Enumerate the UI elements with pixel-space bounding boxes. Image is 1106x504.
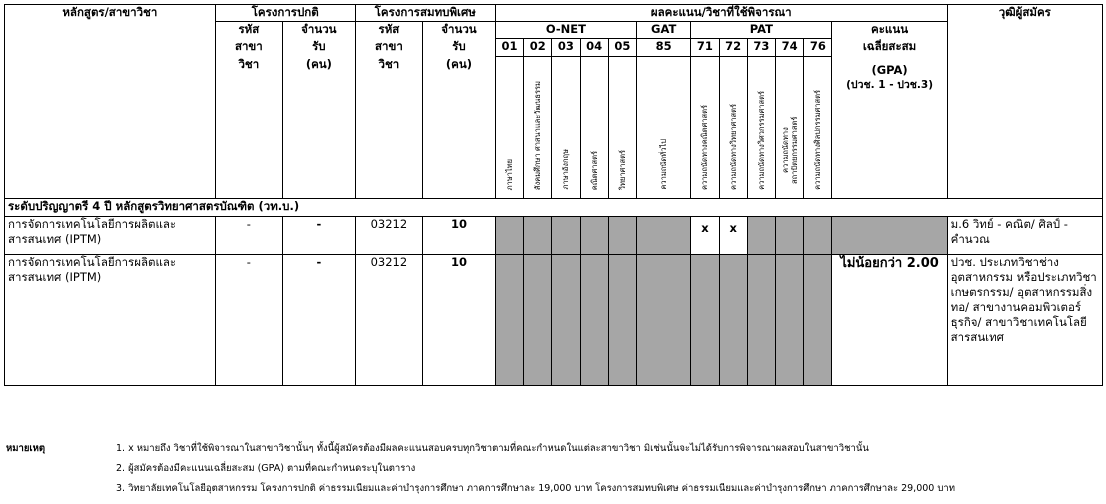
score-cell	[637, 217, 691, 255]
subject-cell	[495, 57, 523, 199]
subject-code: 04	[580, 39, 608, 57]
subject-cell	[552, 57, 580, 199]
subject-cell	[580, 57, 608, 199]
subject-name: ความถนัดทางคณิตศาสตร์	[700, 104, 710, 190]
code-label-l3: วิชา	[215, 57, 282, 199]
score-cell	[691, 255, 719, 386]
score-cell	[804, 255, 832, 386]
subject-code: 02	[524, 39, 552, 57]
subject-code: 71	[691, 39, 719, 57]
count-sp-label-l1: จำนวน	[423, 22, 496, 39]
count-sp-label-l2: รับ	[423, 39, 496, 57]
score-cell	[580, 217, 608, 255]
code-value: -	[215, 217, 282, 255]
score-cell	[524, 255, 552, 386]
subject-cell	[719, 57, 747, 199]
score-cell	[747, 255, 775, 386]
subject-name: ความถนัดทั่วไป	[659, 139, 669, 190]
count-sp-label-l3: (คน)	[423, 57, 496, 199]
code-sp-value: 03212	[355, 255, 422, 386]
count-value: -	[283, 217, 356, 255]
remark-item: 1. x หมายถึง วิชาที่ใช้พิจารณาในสาขาวิชานั้นๆ ทั้งนี้ผู้สมัครต้องมีผลคะแนนสอบครบทุกวิชาตามที่คณะกำหนดในแต่ละสาขาวิชา มิเช่นนั้นจะไม่ได้รับการพิจารณาผลสอบในสาขาวิชานั้น	[116, 443, 869, 454]
code-label-l1: รหัส	[215, 22, 282, 39]
subject-name: ความถนัดทางศิลปกรรมศาสตร์	[813, 90, 823, 190]
code-sp-label-l3: วิชา	[355, 57, 422, 199]
gpa-cell	[832, 217, 947, 255]
gpa-label-l1: คะแนน	[832, 22, 947, 39]
count-sp-value: 10	[423, 255, 496, 386]
gpa-label-l2: เฉลี่ยสะสม	[832, 39, 947, 57]
subject-code: 73	[747, 39, 775, 57]
subject-code: 76	[804, 39, 832, 57]
remark-item: 2. ผู้สมัครต้องมีคะแนนเฉลี่ยสะสม (GPA) ตามที่คณะกำหนดระบุในตาราง	[116, 463, 416, 474]
header-qualification: วุฒิผู้สมัคร	[947, 5, 1102, 199]
score-cell	[524, 217, 552, 255]
remark-item: 3. วิทยาลัยเทคโนโลยีอุตสาหกรรม โครงการปกติ ค่าธรรมเนียมและค่าบำรุงการศึกษา ภาคการศึกษาละ 19,000 บาท โครงการสมทบพิเศษ ค่าธรรมเนียมและค่าบำรุงการศึกษา ภาคการศึกษาละ 29,000 บาท	[116, 483, 955, 494]
subject-code: 85	[637, 39, 691, 57]
score-cell	[608, 255, 636, 386]
subject-cell	[637, 57, 691, 199]
header-scores: ผลคะแนน/วิชาที่ใช้พิจารณา	[495, 5, 947, 22]
subject-name: ความถนัดทางวิศวกรรมศาสตร์	[756, 91, 766, 190]
count-sp-value: 10	[423, 217, 496, 255]
subject-cell	[804, 57, 832, 199]
subject-name: ความถนัดทางสถาปัตยกรรมศาสตร์	[780, 116, 799, 184]
subject-name: คณิตศาสตร์	[589, 150, 599, 190]
gpa-label-line4: (ปวช. 1 - ปวช.3)	[846, 78, 933, 91]
count-label-l3: (คน)	[283, 57, 356, 199]
subject-name: วิทยาศาสตร์	[617, 149, 627, 190]
gat-header: GAT	[637, 22, 691, 39]
mark-71: x	[691, 217, 719, 255]
subject-cell	[524, 57, 552, 199]
subject-cell	[747, 57, 775, 199]
code-label-l2: สาขา	[215, 39, 282, 57]
header-regular: โครงการปกติ	[215, 5, 355, 22]
header-special: โครงการสมทบพิเศษ	[355, 5, 495, 22]
score-cell	[804, 217, 832, 255]
score-cell	[747, 217, 775, 255]
score-cell	[552, 217, 580, 255]
remarks-label: หมายเหตุ	[6, 443, 46, 454]
score-cell	[776, 255, 804, 386]
qualification: ม.6 วิทย์ - คณิต/ ศิลป์ - คำนวณ	[947, 217, 1102, 255]
code-sp-label-l1: รหัส	[355, 22, 422, 39]
subject-cell	[691, 57, 719, 199]
subject-name: ภาษาไทย	[504, 158, 514, 190]
gpa-label-line3: (GPA)	[871, 62, 908, 77]
score-cell	[719, 255, 747, 386]
program-name: การจัดการเทคโนโลยีการผลิตและสารสนเทศ (IPTM)	[5, 255, 216, 386]
mark-72: x	[719, 217, 747, 255]
score-cell	[776, 217, 804, 255]
subject-name: ภาษาอังกฤษ	[561, 149, 571, 190]
gpa-label-l3	[832, 57, 947, 199]
program-name: การจัดการเทคโนโลยีการผลิตและสารสนเทศ (IPTM)	[5, 217, 216, 255]
table-row	[5, 217, 1103, 255]
code-value: -	[215, 255, 282, 386]
subject-code: 74	[776, 39, 804, 57]
onet-header: O-NET	[495, 22, 636, 39]
score-cell	[608, 217, 636, 255]
score-cell	[580, 255, 608, 386]
subject-name: สังคมศึกษา ศาสนาและวัฒนธรรม	[533, 80, 543, 190]
score-cell	[495, 217, 523, 255]
gpa-value: ไม่น้อยกว่า 2.00	[832, 255, 947, 386]
subject-code: 01	[495, 39, 523, 57]
qualification: ปวช. ประเภทวิชาช่างอุตสาหกรรม หรือประเภทวิชาเกษตรกรรม/ อุตสาหกรรมสิ่งทอ/ สาขางานคอมพิวเตอร์ธุรกิจ/ สาขาวิชาเทคโนโลยีสารสนเทศ	[947, 255, 1102, 386]
code-sp-label-l2: สาขา	[355, 39, 422, 57]
subject-name: ความถนัดทางวิทยาศาสตร์	[728, 104, 738, 190]
table-row	[5, 255, 1103, 386]
remarks-list	[116, 439, 1101, 499]
score-cell	[552, 255, 580, 386]
score-cell	[495, 255, 523, 386]
subject-code: 05	[608, 39, 636, 57]
header-program: หลักสูตร/สาขาวิชา	[5, 5, 216, 199]
admission-table	[4, 4, 1103, 386]
score-cell	[637, 255, 691, 386]
count-value: -	[283, 255, 356, 386]
count-label-l1: จำนวน	[283, 22, 356, 39]
subject-cell	[776, 57, 804, 199]
subject-cell	[608, 57, 636, 199]
level-row: ระดับปริญญาตรี 4 ปี หลักสูตรวิทยาศาสตรบัณฑิต (วท.บ.)	[5, 199, 1103, 217]
pat-header: PAT	[691, 22, 832, 39]
count-label-l2: รับ	[283, 39, 356, 57]
code-sp-value: 03212	[355, 217, 422, 255]
subject-code: 72	[719, 39, 747, 57]
subject-code: 03	[552, 39, 580, 57]
